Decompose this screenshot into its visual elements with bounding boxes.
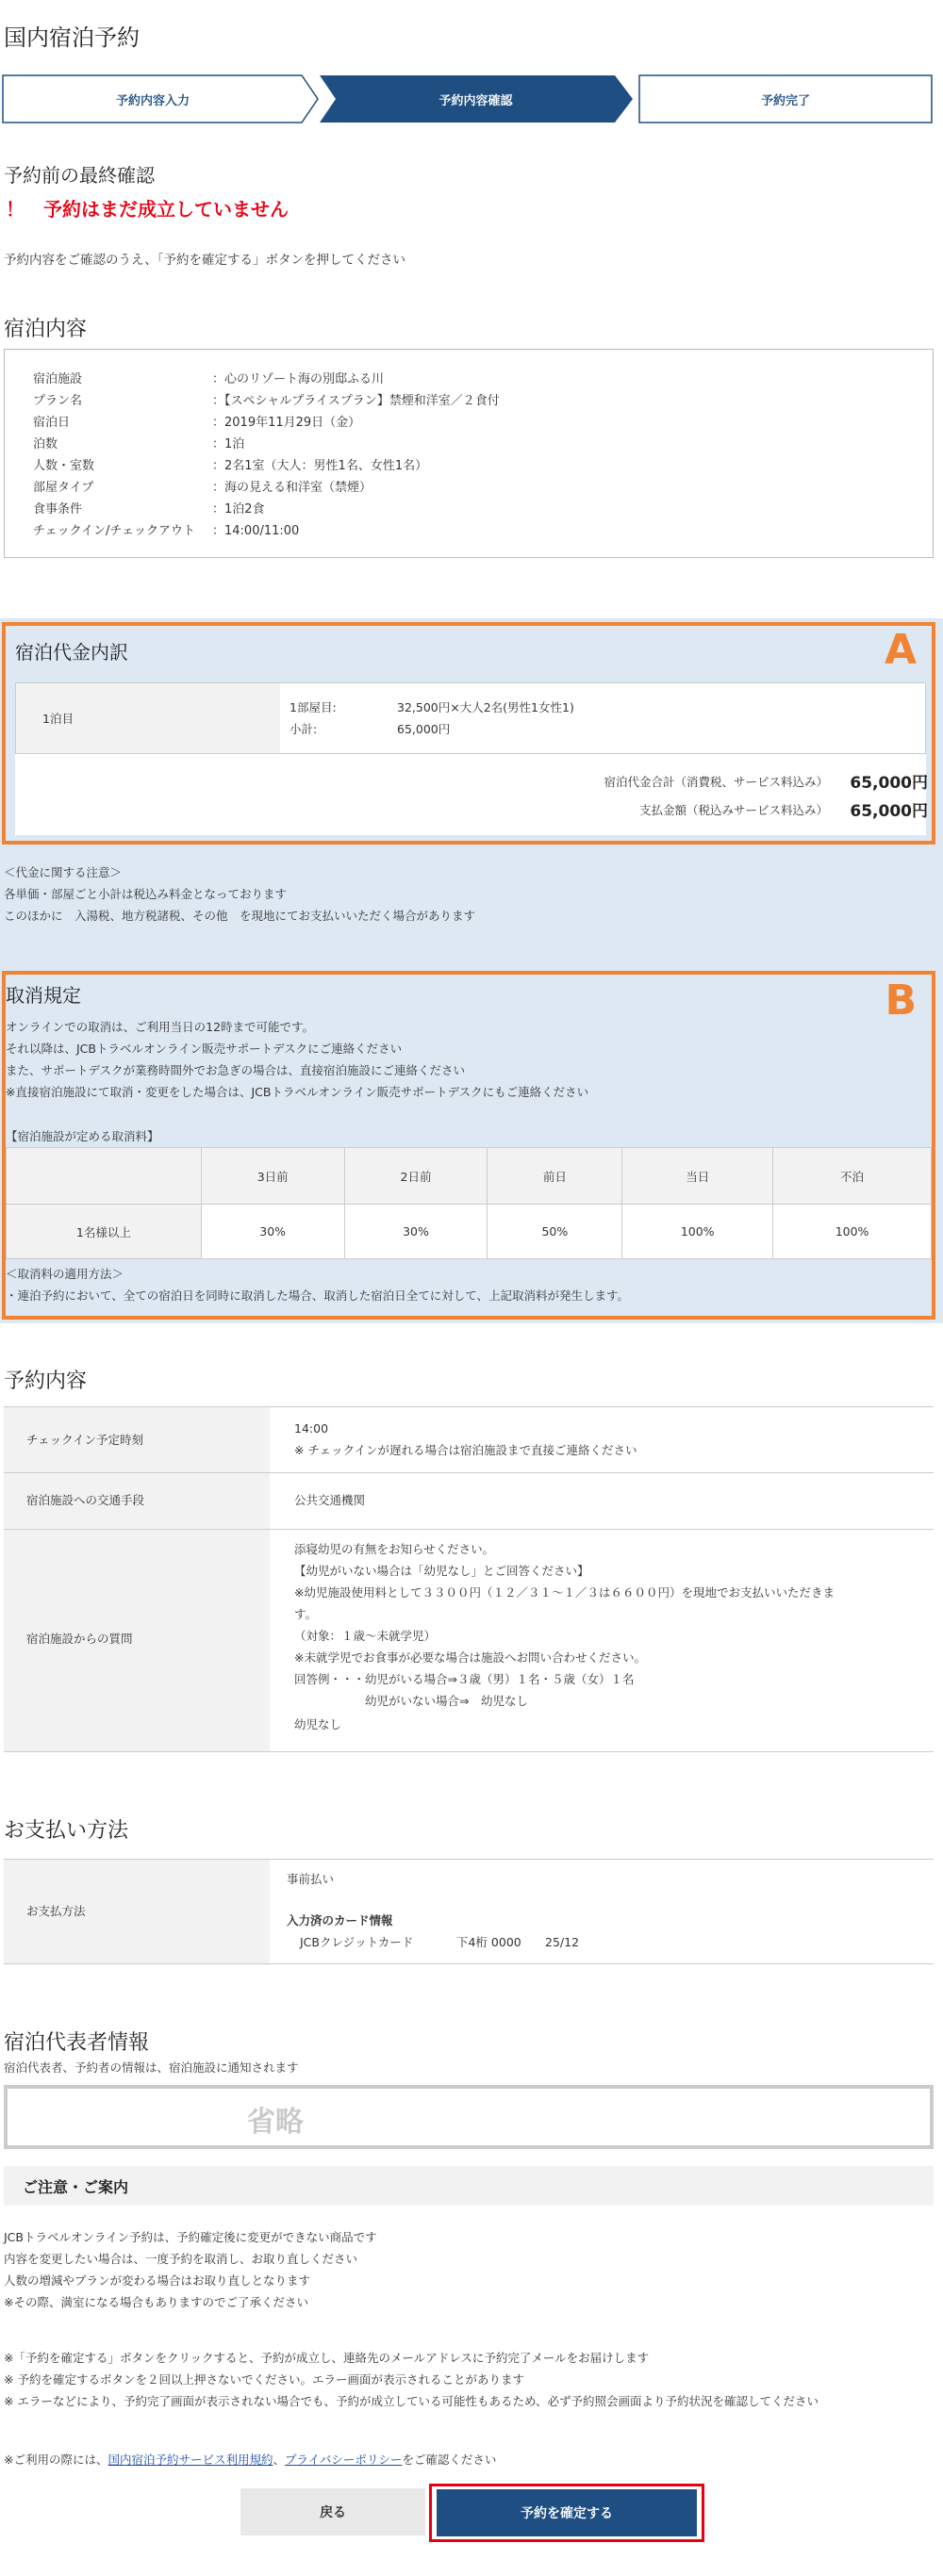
checkin-time: 14:00: [294, 1421, 329, 1436]
stay-value: ：1泊2食: [212, 502, 265, 517]
reservation-heading: 予約内容: [4, 1370, 88, 1393]
question-line: す。: [294, 1607, 318, 1621]
total-value: 65,000円: [850, 774, 928, 793]
fee-header-row: [7, 1148, 932, 1205]
back-button[interactable]: 戻る: [240, 2488, 425, 2535]
notice-line: ※その際、満室になる場合もありますのでご了承ください: [4, 2295, 308, 2309]
question-line: 回答例・・・幼児がいる場合⇒３歳（男）１名・５歳（女）１名: [294, 1672, 635, 1686]
card-expiry: 25/12: [545, 1935, 580, 1949]
stay-key: 泊数: [33, 437, 58, 451]
badge-a: A: [884, 626, 917, 674]
stay-key: チェックイン/チェックアウト: [33, 524, 195, 538]
representative-omitted-box: [4, 2085, 934, 2149]
stay-key: 宿泊日: [33, 416, 71, 430]
fee-cell: 50%: [488, 1205, 622, 1259]
stay-value: ：1泊: [212, 437, 245, 451]
cancel-line: ※直接宿泊施設にて取消・変更をした場合は、JCBトラベルオンライン販売サポートデスクにもご連絡ください: [6, 1085, 589, 1099]
notice-header: [4, 2166, 934, 2206]
fee-cell: 30%: [201, 1205, 344, 1259]
question-line: （対象：１歳〜未就学児）: [294, 1629, 437, 1643]
representative-heading: 宿泊代表者情報: [4, 2031, 150, 2055]
stay-heading: 宿泊内容: [4, 318, 88, 341]
question-line: 【幼児がいない場合は「幼児なし」とご回答ください】: [294, 1564, 589, 1578]
step-confirm: 予約内容確認: [438, 93, 513, 108]
omitted-label: 省略: [247, 2106, 304, 2139]
cancel-line: また、サポートデスクが業務時間外でお急ぎの場合は、直接宿泊施設にご連絡ください: [6, 1063, 466, 1077]
cancel-line: それ以降は、JCBトラベルオンライン販売サポートデスクにご連絡ください: [6, 1042, 403, 1056]
cancel-line: オンラインでの取消は、ご利用当日の12時まで可能です。: [6, 1020, 315, 1034]
pay-value: 65,000円: [850, 802, 928, 821]
instruction-text: 予約内容をご確認のうえ、「予約を確定する」ボタンを押してください: [4, 253, 406, 268]
price-note: 各単価・部屋ごと小計は税込み料金となっております: [4, 887, 288, 901]
fee-col-header: [7, 1148, 202, 1205]
stay-key: プラン名: [33, 394, 83, 408]
question-label: 宿泊施設からの質問: [26, 1632, 133, 1646]
terms-separator: 、: [273, 2453, 286, 2467]
payment-method: 事前払い: [287, 1872, 335, 1886]
question-line: ※未就学児でお食事が必要な場合は施設へお問い合わせください。: [294, 1650, 646, 1665]
stay-value: ：【スペシャルプライスプラン】禁煙和洋室／２食付: [212, 394, 500, 408]
fee-row-label: 1名様以上: [7, 1205, 202, 1259]
fee-cell: 30%: [344, 1205, 488, 1259]
privacy-policy-link[interactable]: プライバシーポリシー: [285, 2453, 403, 2467]
fee-col-header: 当日: [622, 1148, 773, 1205]
card-last4: 下4桁 0000: [456, 1935, 521, 1949]
fee-col-header: 3日前: [201, 1148, 344, 1205]
fee-cell: 100%: [622, 1205, 773, 1259]
question-line: ※幼児施設使用料として３３００円（１２／３１〜１／３は６６００円）を現地でお支払いいただきま: [294, 1585, 835, 1600]
night-label: 1泊目: [42, 712, 74, 726]
terms-suffix: をご確認ください: [402, 2453, 497, 2467]
stay-key: 食事条件: [33, 502, 83, 517]
subtotal-value: 65,000円: [397, 722, 451, 736]
cancellation-box: [2, 971, 935, 1320]
fee-title: 【宿泊施設が定める取消料】: [6, 1129, 159, 1143]
stay-key: 宿泊施設: [33, 372, 83, 386]
notice-line: JCBトラベルオンライン予約は、予約確定後に変更ができない商品です: [4, 2230, 377, 2244]
stay-value: ：14:00/11:00: [212, 524, 300, 538]
question-line: 幼児がいない場合⇒ 幼児なし: [294, 1694, 528, 1708]
page-title: 国内宿泊予約: [4, 25, 140, 51]
stay-value: ：2名1室（大人：男性1名、女性1名）: [212, 459, 428, 473]
stay-value: ：2019年11月29日（金）: [212, 416, 361, 430]
price-heading: 宿泊代金内訳: [15, 641, 128, 664]
terms-line: [4, 2449, 496, 2470]
representative-note: 宿泊代表者、予約者の情報は、宿泊施設に通知されます: [4, 2060, 299, 2075]
checkin-note: ※ チェックインが遅れる場合は宿泊施設まで直接ご連絡ください: [294, 1443, 637, 1457]
price-breakdown-box: [2, 622, 935, 845]
final-check-heading: 予約前の最終確認: [4, 164, 155, 187]
step-complete: 予約完了: [760, 93, 810, 108]
stay-key: 人数・室数: [33, 459, 95, 473]
question-line: 添寝幼児の有無をお知らせください。: [294, 1542, 495, 1556]
fee-col-header: 前日: [488, 1148, 622, 1205]
warning-icon: ！: [6, 198, 25, 221]
card-name: JCBクレジットカード: [300, 1935, 414, 1949]
notice-line: 内容を変更したい場合は、一度予約を取消し、お取り直しください: [4, 2252, 358, 2266]
stay-value: ：心のリゾート海の別邸ふる川: [212, 372, 385, 386]
warning-text: 予約はまだ成立していません: [43, 198, 289, 221]
stay-details-box: [4, 349, 934, 558]
notice-line: 人数の増減やプランが変わる場合はお取り直しとなります: [4, 2273, 311, 2288]
cancel-heading: 取消規定: [6, 984, 81, 1007]
payment-heading: お支払い方法: [4, 1819, 129, 1843]
pay-label: 支払金額（税込みサービス料込み）: [638, 803, 828, 817]
terms-prefix: ※ご利用の際には、: [4, 2453, 108, 2467]
apply-text: ・連泊予約において、全ての宿泊日を同時に取消した場合、取消した宿泊日全てに対して、上記取消料が発生します。: [6, 1288, 630, 1303]
notice-line: ※「予約を確定する」ボタンをクリックすると、予約が成立し、連絡先のメールアドレスに予約完了メールをお届けします: [4, 2351, 650, 2365]
notice-line: ※ エラーなどにより、予約完了画面が表示されない場合でも、予約が成立している可能性もあるため、必ず予約照会画面より予約状況を確認してください: [4, 2394, 819, 2408]
checkin-label: チェックイン予定時刻: [26, 1433, 144, 1447]
price-note: このほかに 入湯税、地方税諸税、その他 を現地にてお支払いいただく場合があります: [4, 909, 476, 923]
stay-key: 部屋タイプ: [33, 481, 94, 495]
fee-row: [7, 1205, 932, 1259]
subtotal-label: 小計:: [290, 722, 318, 736]
fee-col-header: 不泊: [773, 1148, 932, 1205]
stay-value: ：海の見える和洋室（禁煙）: [212, 481, 372, 495]
badge-b: B: [885, 976, 917, 1025]
room-value: 32,500円×大人2名(男性1女性1): [397, 700, 574, 714]
room-label: 1部屋目:: [290, 700, 337, 714]
notice-line: ※ 予約を確定するボタンを２回以上押さないでください。エラー画面が表示されることがあります: [4, 2372, 524, 2387]
card-info-title: 入力済のカード情報: [287, 1913, 393, 1928]
question-answer: 幼児なし: [294, 1717, 342, 1731]
confirm-reservation-button[interactable]: 予約を確定する: [437, 2489, 697, 2536]
total-label: 宿泊代金合計（消費税、サービス料込み）: [604, 775, 828, 789]
fee-col-header: 2日前: [344, 1148, 488, 1205]
fee-cell: 100%: [773, 1205, 932, 1259]
step-input: 予約内容入力: [115, 93, 190, 108]
price-notes-title: ＜代金に関する注意＞: [4, 865, 123, 879]
transport-label: 宿泊施設への交通手段: [26, 1493, 145, 1507]
transport-value: 公共交通機関: [294, 1493, 366, 1507]
step-indicator: [2, 74, 934, 123]
price-night-row: [15, 682, 926, 754]
terms-link[interactable]: 国内宿泊予約サービス利用規約: [108, 2453, 273, 2467]
notice-heading: ご注意・ご案内: [23, 2178, 129, 2196]
apply-title: ＜取消料の適用方法＞: [6, 1267, 124, 1281]
payment-label: お支払方法: [26, 1904, 86, 1918]
cancel-fee-table: [6, 1147, 932, 1259]
